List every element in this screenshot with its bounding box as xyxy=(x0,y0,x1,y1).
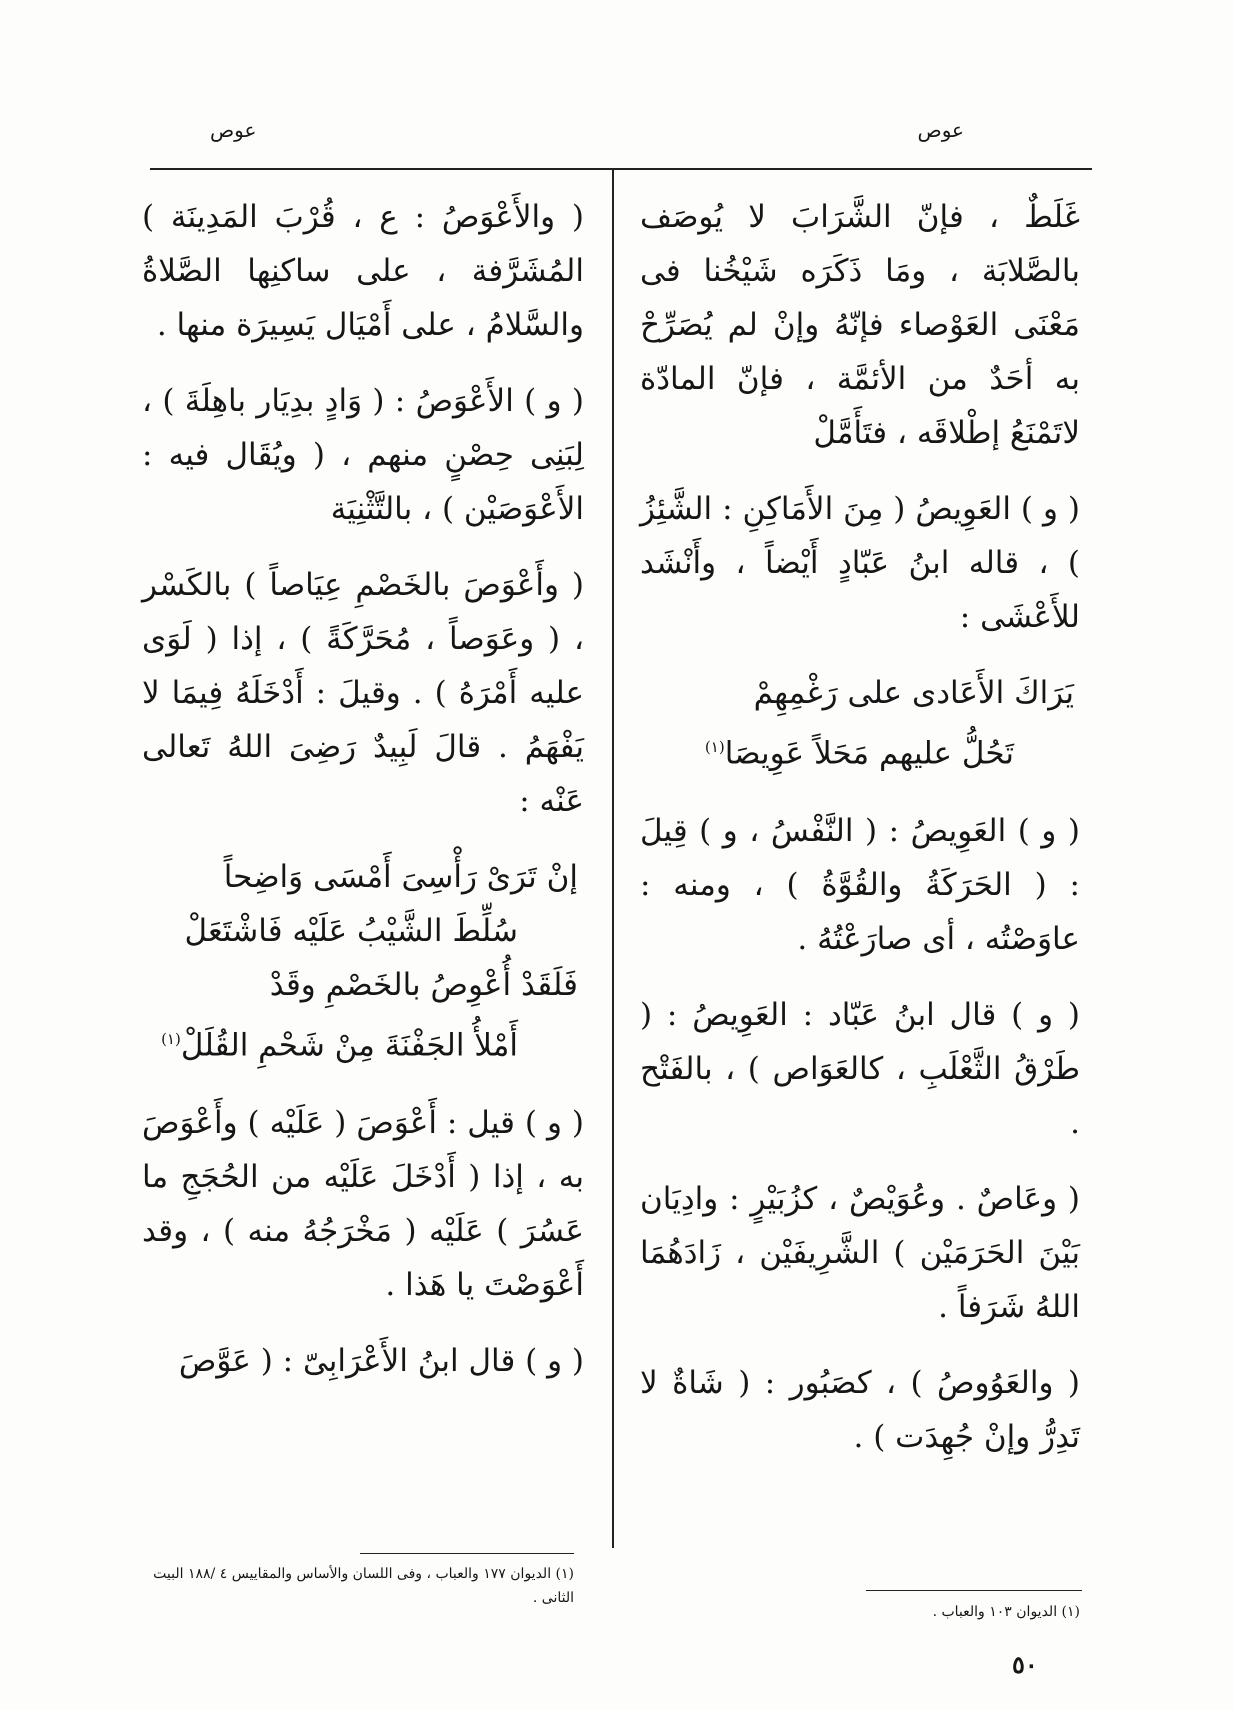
paragraph: ( و ) العَوِيصُ ( مِنَ الأَمَاكِنِ : الشَّئِزُ ) ، قاله ابنُ عَبّادٍ أَيْضاً ، وأَنْشَد للأَعْشَى : xyxy=(640,491,1080,635)
footnote-rule xyxy=(360,1553,574,1554)
verse-hemistich: يَرَاكَ الأَعَادى على رَغْمِهِمْ xyxy=(753,675,1074,711)
verse-hemistich: إنْ تَرَىْ رَأْسِىَ أَمْسَى وَاضِحاً xyxy=(223,859,578,895)
verse-hemistich: سُلِّطَ الشَّيْبُ عَلَيْه فَاشْتَعَلْ xyxy=(184,913,518,949)
left-column xyxy=(142,190,584,1410)
paragraph: ( والأَعْوَصُ : ع ، قُرْبَ المَدِينَة ) المُشَرَّفة ، على ساكنِها الصَّلاةُ والسَّلامُ ، على أَمْيَال يَسِيرَة منها . xyxy=(142,199,584,343)
header-rule xyxy=(150,168,1092,170)
page-number: ٥٠ xyxy=(1012,1650,1038,1679)
footnote-marker: (١) xyxy=(161,1030,181,1048)
verse-text: تَحُلُّ عليهم مَحَلاً عَوِيصَا xyxy=(724,735,1014,772)
poetry-verse xyxy=(142,850,584,1072)
running-head-left: عوص xyxy=(210,118,257,142)
footnote-rule xyxy=(866,1590,1082,1591)
verse-hemistich: فَلَقَدْ أُعْوِصُ بالخَصْمِ وقَدْ xyxy=(269,967,578,1003)
paragraph: ( و ) قيل : أَعْوَصَ ( عَلَيْه ) وأَعْوَصَ به ، إذا ( أَدْخَلَ عَلَيْه من الحُجَجِ ما عَسُرَ ) عَلَيْه ( مَخْرَجُهُ منه ) ، وقد أَعْوَصْتَ يا هَذا . xyxy=(142,1105,584,1304)
paragraph: غَلَطٌ ، فإنّ الشَّرَابَ لا يُوصَف بالصَّلابَة ، ومَا ذَكَرَه شَيْخُنا فى مَعْنَى العَوْصاء فإنّهُ وإنْ لم يُصَرِّحْ به أحَدٌ من الأئمَّة ، فإنّ المادّة لاتَمْنَعُ إطْلاقَه ، فتَأَمَّلْ xyxy=(640,199,1080,451)
footnote-left: (١) الديوان ١٧٧ والعباب ، وفى اللسان والأساس والمقاييس ٤ /١٨٨ البيت الثانى . xyxy=(153,1566,574,1606)
poetry-verse xyxy=(640,666,1080,780)
running-head-right: عوص xyxy=(917,118,964,142)
verse-hemistich xyxy=(646,720,1074,780)
verse-text: أَمْلأُ الجَفْنَةَ مِنْ شَحْمِ القُلَلْ xyxy=(180,1027,518,1064)
paragraph: ( و ) الأَعْوَصُ : ( وَادٍ بدِيَار باهِلَةَ ) ، لِبَنِى حِصْنٍ منهم ، ( ويُقَال فيه : الأَعْوَصَيْن ) ، بالتَّثْنِيَة xyxy=(142,383,584,527)
paragraph: ( وأَعْوَصَ بالخَصْمِ عِيَاصاً ) بالكَسْر ، ( وعَوَصاً ، مُحَرَّكَةً ) ، إذا ( لَوَى عليه أَمْرَهُ ) . وقيلَ : أَدْخَلَهُ فِيمَا لا يَفْهَمُ . قالَ لَبِيدٌ رَضِىَ اللهُ تَعالى عَنْه : xyxy=(142,567,584,819)
right-column xyxy=(640,190,1080,1486)
footnote-marker: (١) xyxy=(704,738,725,756)
verse-hemistich xyxy=(148,1012,578,1072)
paragraph: ( والعَوُوصُ ) ، كصَبُور : ( شَاةٌ لا تَدِرُّ وإنْ جُهِدَت ) . xyxy=(640,1365,1080,1456)
paragraph: ( و ) العَوِيصُ : ( النَّفْسُ ، و ) قِيلَ : ( الحَرَكَةُ والقُوَّةُ ) ، ومنه : عاوَصْتُه ، أى صارَعْتُهُ . xyxy=(640,813,1080,958)
column-divider xyxy=(612,168,614,1548)
paragraph: ( وعَاصٌ . وعُوَيْصٌ ، كزُبَيْرٍ : وادِيَان بَيْنَ الحَرَمَيْن ) الشَّرِيفَيْن ، زَادَهُمَا اللهُ شَرَفاً . xyxy=(640,1181,1080,1326)
footnote-right: (١) الديوان ١٠٣ والعباب . xyxy=(932,1604,1080,1620)
paragraph: ( و ) قال ابنُ الأَعْرَابِىّ : ( عَوَّصَ xyxy=(178,1343,584,1380)
paragraph: ( و ) قال ابنُ عَبّاد : العَوِيصُ : ( طَرْقُ الثَّعْلَبِ ، كالعَوَاص ) ، بالفَتْح . xyxy=(640,997,1080,1142)
